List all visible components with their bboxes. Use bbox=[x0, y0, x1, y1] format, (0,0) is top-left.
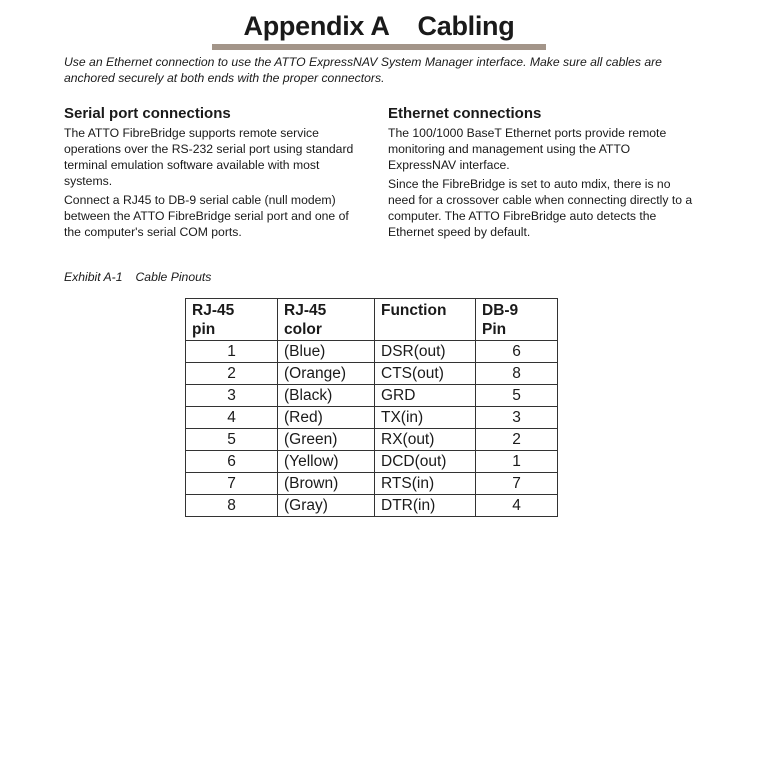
db9-pin-cell: 7 bbox=[476, 473, 558, 495]
serial-section bbox=[64, 105, 369, 243]
rj45-pin-cell: 4 bbox=[186, 407, 278, 429]
function-cell: DTR(in) bbox=[375, 495, 476, 517]
db9-pin-cell: 1 bbox=[476, 451, 558, 473]
exhibit-title: Cable Pinouts bbox=[135, 270, 212, 284]
db9-pin-cell: 2 bbox=[476, 429, 558, 451]
rj45-color-cell: (Red) bbox=[278, 407, 375, 429]
header-rj45-pin bbox=[186, 299, 278, 341]
table-row bbox=[186, 407, 558, 429]
db9-pin-cell: 8 bbox=[476, 363, 558, 385]
rj45-color-cell: (Blue) bbox=[278, 341, 375, 363]
rj45-color-cell: (Black) bbox=[278, 385, 375, 407]
table-row bbox=[186, 473, 558, 495]
exhibit-caption bbox=[64, 270, 211, 284]
ethernet-paragraph-2: Since the FibreBridge is set to auto mdix, there is no need for a crossover cable when connecting directly to a computer. The ATTO FibreBridge auto detects the Ethernet speed by default. bbox=[388, 177, 693, 239]
title-underline bbox=[212, 44, 546, 50]
function-cell: TX(in) bbox=[375, 407, 476, 429]
table-row bbox=[186, 341, 558, 363]
rj45-pin-cell: 7 bbox=[186, 473, 278, 495]
db9-pin-cell: 4 bbox=[476, 495, 558, 517]
function-cell: DSR(out) bbox=[375, 341, 476, 363]
table-row bbox=[186, 385, 558, 407]
exhibit-number: Exhibit A-1 bbox=[64, 270, 123, 284]
function-cell: RTS(in) bbox=[375, 473, 476, 495]
ethernet-paragraph-1: The 100/1000 BaseT Ethernet ports provide remote monitoring and management using the ATTO ExpressNAV interface. bbox=[388, 126, 667, 172]
table-row bbox=[186, 495, 558, 517]
rj45-pin-cell: 3 bbox=[186, 385, 278, 407]
header-line: color bbox=[284, 321, 322, 338]
ethernet-heading: Ethernet connections bbox=[388, 105, 542, 122]
header-db9-pin bbox=[476, 299, 558, 341]
rj45-color-cell: (Orange) bbox=[278, 363, 375, 385]
table-row bbox=[186, 429, 558, 451]
db9-pin-cell: 3 bbox=[476, 407, 558, 429]
db9-pin-cell: 6 bbox=[476, 341, 558, 363]
header-line: RJ-45 bbox=[192, 302, 235, 319]
function-cell: RX(out) bbox=[375, 429, 476, 451]
header-line: RJ-45 bbox=[284, 302, 327, 319]
table-row bbox=[186, 363, 558, 385]
header-function bbox=[375, 299, 476, 341]
rj45-color-cell: (Gray) bbox=[278, 495, 375, 517]
table-body bbox=[186, 341, 558, 517]
header-rj45-color bbox=[278, 299, 375, 341]
table-row bbox=[186, 451, 558, 473]
intro-paragraph: Use an Ethernet connection to use the ATTO ExpressNAV System Manager interface. Make sure all cables are anchored securely at both ends with the proper connectors. bbox=[64, 55, 662, 85]
function-cell: CTS(out) bbox=[375, 363, 476, 385]
header-line: DB-9 bbox=[482, 302, 519, 319]
rj45-pin-cell: 1 bbox=[186, 341, 278, 363]
serial-paragraph-1: The ATTO FibreBridge supports remote service operations over the RS-232 serial port using standard terminal emulation software available with most systems. bbox=[64, 126, 354, 188]
title-topic: Cabling bbox=[417, 11, 515, 41]
table-header-row bbox=[186, 299, 558, 341]
function-cell: DCD(out) bbox=[375, 451, 476, 473]
rj45-color-cell: (Brown) bbox=[278, 473, 375, 495]
serial-heading: Serial port connections bbox=[64, 105, 231, 122]
rj45-pin-cell: 2 bbox=[186, 363, 278, 385]
db9-pin-cell: 5 bbox=[476, 385, 558, 407]
rj45-color-cell: (Green) bbox=[278, 429, 375, 451]
serial-paragraph-2: Connect a RJ45 to DB-9 serial cable (null modem) between the ATTO FibreBridge serial port and one of the computer's serial COM ports. bbox=[64, 193, 349, 239]
rj45-color-cell: (Yellow) bbox=[278, 451, 375, 473]
function-cell: GRD bbox=[375, 385, 476, 407]
rj45-pin-cell: 8 bbox=[186, 495, 278, 517]
cable-pinout-table bbox=[185, 298, 558, 517]
header-line: Function bbox=[381, 302, 447, 319]
rj45-pin-cell: 6 bbox=[186, 451, 278, 473]
page-title bbox=[212, 11, 546, 42]
rj45-pin-cell: 5 bbox=[186, 429, 278, 451]
ethernet-section bbox=[388, 105, 698, 243]
title-appendix: Appendix A bbox=[243, 11, 390, 41]
header-line: pin bbox=[192, 321, 216, 338]
header-line: Pin bbox=[482, 321, 507, 338]
